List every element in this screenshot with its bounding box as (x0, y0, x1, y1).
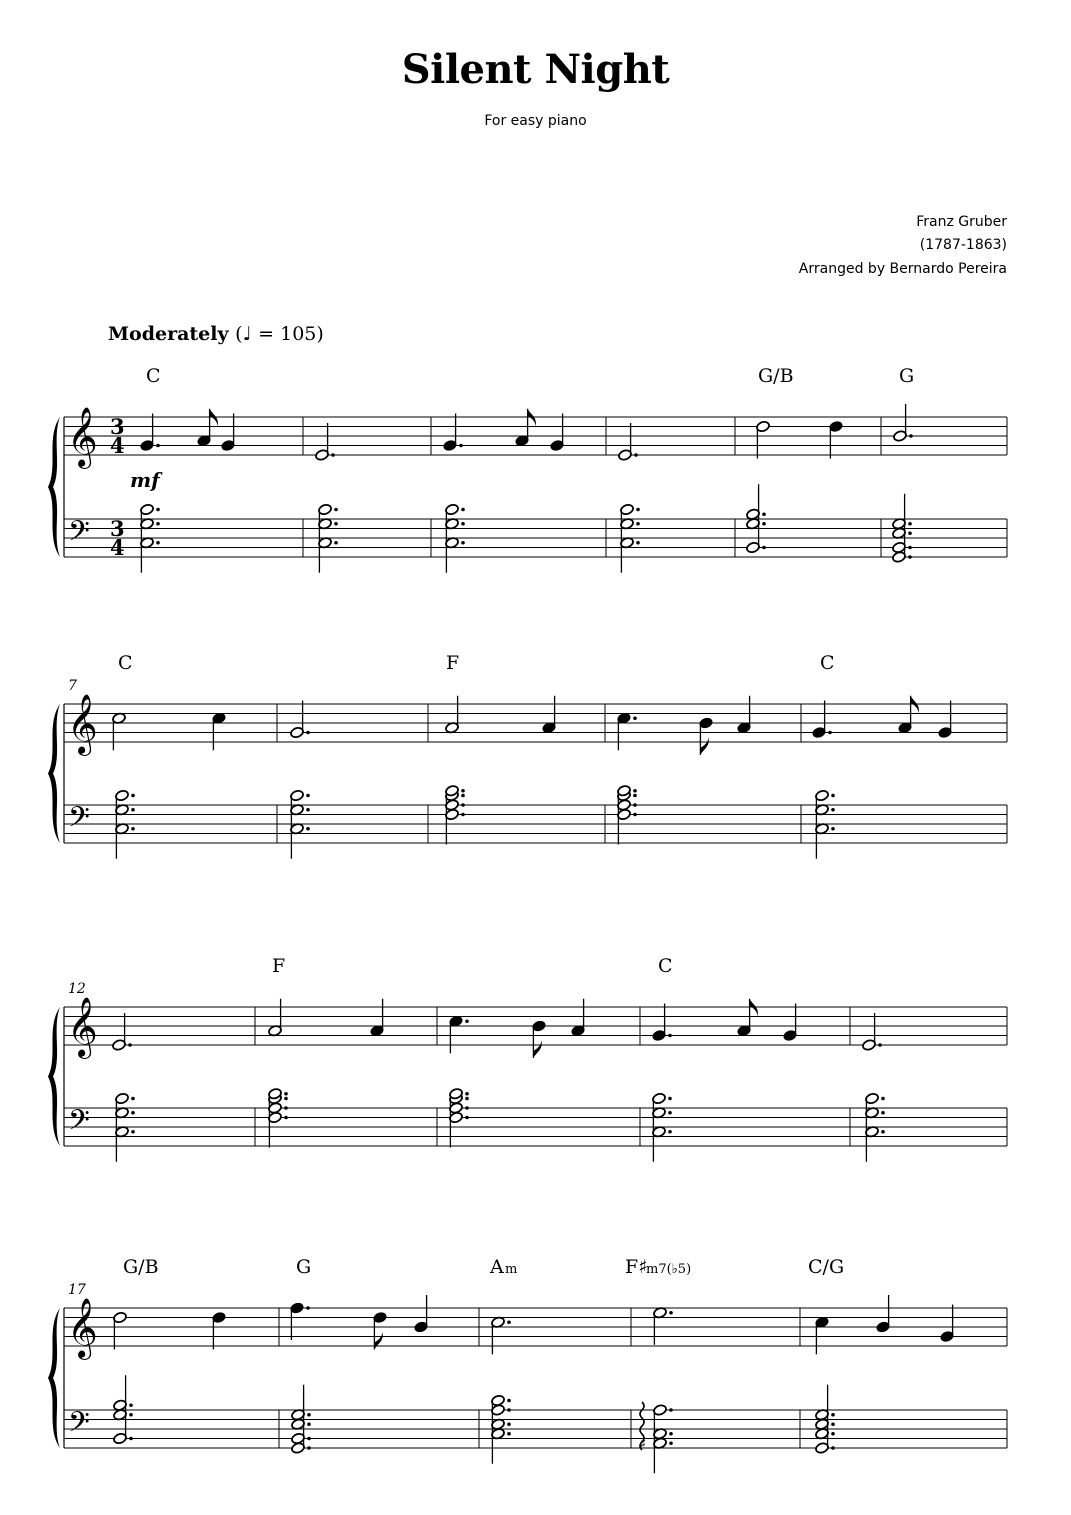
augmentation-dot (307, 1413, 311, 1417)
augmentation-dot (633, 794, 637, 798)
bass-clef-icon: 𝄢 (68, 515, 90, 555)
arranger-credit: Arranged by Bernardo Pereira (798, 261, 1007, 277)
augmentation-dot (131, 1130, 135, 1134)
augmentation-dot (461, 789, 465, 793)
bass-clef-icon: 𝄢 (68, 1406, 90, 1446)
note-flag (210, 409, 218, 427)
augmentation-dot (633, 716, 637, 720)
augmentation-dot (762, 512, 766, 516)
augmentation-dot (636, 541, 640, 545)
tempo-text: Moderately (108, 323, 229, 345)
system-brace (48, 704, 60, 843)
measure-number: 17 (68, 1282, 86, 1298)
augmentation-dot (878, 1043, 882, 1047)
dynamic-marking: mf (130, 468, 160, 492)
augmentation-dot (129, 1403, 133, 1407)
chord-quality: m7(♭5) (646, 1262, 692, 1277)
augmentation-dot (334, 522, 338, 526)
augmentation-dot (908, 555, 912, 559)
augmentation-dot (307, 1422, 311, 1426)
chord-quality: m (505, 1262, 518, 1277)
chord-symbol: G/B (758, 365, 794, 387)
augmentation-dot (633, 813, 637, 817)
augmentation-dot (461, 508, 465, 512)
note-flag (528, 409, 536, 427)
augmentation-dot (465, 1106, 469, 1110)
treble-clef-icon: 𝄞 (67, 407, 98, 467)
note-flag (700, 737, 708, 755)
chord-symbol: G/B (123, 1256, 159, 1278)
augmentation-dot (461, 813, 465, 817)
composer-dates: (1787-1863) (919, 237, 1007, 253)
augmentation-dot (636, 522, 640, 526)
augmentation-dot (669, 1311, 673, 1315)
treble-clef-icon: 𝄞 (67, 997, 98, 1057)
augmentation-dot (831, 808, 835, 812)
augmentation-dot (669, 1408, 673, 1412)
augmentation-dot (831, 1413, 835, 1417)
measure-number: 7 (68, 678, 77, 694)
augmentation-dot (831, 1446, 835, 1450)
composer-name: Franz Gruber (916, 214, 1007, 230)
augmentation-dot (284, 1116, 288, 1120)
augmentation-dot (129, 1413, 133, 1417)
augmentation-dot (465, 1019, 469, 1023)
augmentation-dot (465, 1092, 469, 1096)
augmentation-dot (633, 803, 637, 807)
augmentation-dot (306, 731, 310, 735)
measure-number: 12 (68, 981, 86, 997)
augmentation-dot (831, 1432, 835, 1436)
augmentation-dot (465, 1116, 469, 1120)
bass-clef-icon: 𝄢 (68, 801, 90, 841)
chord-symbol: C (118, 652, 133, 674)
quarter-note-icon: ♩ (242, 323, 252, 345)
augmentation-dot (461, 803, 465, 807)
augmentation-dot (459, 444, 463, 448)
augmentation-dot (284, 1097, 288, 1101)
augmentation-dot (762, 522, 766, 526)
augmentation-dot (668, 1097, 672, 1101)
time-signature-bottom: 4 (110, 535, 125, 560)
augmentation-dot (831, 1422, 835, 1426)
augmentation-dot (306, 827, 310, 831)
system-2 (48, 694, 1007, 859)
system-brace (48, 1308, 60, 1448)
augmentation-dot (465, 1097, 469, 1101)
augmentation-dot (507, 1408, 511, 1412)
augmentation-dot (131, 794, 135, 798)
augmentation-dot (307, 1437, 311, 1441)
augmentation-dot (668, 1111, 672, 1115)
augmentation-dot (831, 827, 835, 831)
augmentation-dot (461, 522, 465, 526)
augmentation-dot (284, 1092, 288, 1096)
augmentation-dot (507, 1422, 511, 1426)
augmentation-dot (881, 1111, 885, 1115)
augmentation-dot (334, 508, 338, 512)
augmentation-dot (634, 453, 638, 457)
augmentation-dot (668, 1034, 672, 1038)
system-brace (48, 417, 60, 557)
augmentation-dot (156, 522, 160, 526)
augmentation-dot (306, 1306, 310, 1310)
augmentation-dot (131, 1111, 135, 1115)
augmentation-dot (306, 794, 310, 798)
augmentation-dot (284, 1106, 288, 1110)
chord-symbol: F♯ (625, 1256, 648, 1278)
tempo-paren-close: ) (316, 323, 324, 345)
time-signature-bottom: 4 (110, 433, 125, 458)
augmentation-dot (307, 1446, 311, 1450)
augmentation-dot (669, 1432, 673, 1436)
time-signature-top: 3 (110, 516, 125, 541)
augmentation-dot (334, 541, 338, 545)
chord-symbol: C (820, 652, 835, 674)
note-flag (911, 696, 919, 714)
augmentation-dot (331, 453, 335, 457)
augmentation-dot (507, 1432, 511, 1436)
augmentation-dot (131, 1097, 135, 1101)
tempo-bpm: = 105 (258, 323, 317, 345)
chord-symbol: G (899, 365, 915, 387)
chord-symbol: F (272, 955, 286, 977)
system-3 (48, 997, 1007, 1162)
augmentation-dot (881, 1130, 885, 1134)
system-brace (48, 1007, 60, 1146)
system-4 (48, 1295, 1007, 1473)
augmentation-dot (636, 508, 640, 512)
chord-symbol: C (658, 955, 673, 977)
chord-symbol: F (446, 652, 460, 674)
page-title: Silent Night (401, 46, 670, 93)
time-signature-top: 3 (110, 414, 125, 439)
augmentation-dot (461, 541, 465, 545)
augmentation-dot (156, 444, 160, 448)
augmentation-dot (762, 546, 766, 550)
treble-clef-icon: 𝄞 (67, 694, 98, 754)
note-flag (750, 999, 758, 1017)
augmentation-dot (128, 1043, 132, 1047)
note-flag (533, 1040, 541, 1058)
augmentation-dot (131, 827, 135, 831)
chord-symbol: C/G (808, 1256, 845, 1278)
page-subtitle: For easy piano (484, 113, 587, 129)
augmentation-dot (131, 808, 135, 812)
augmentation-dot (909, 434, 913, 438)
augmentation-dot (507, 1399, 511, 1403)
chord-symbol: G (296, 1256, 312, 1278)
augmentation-dot (908, 522, 912, 526)
augmentation-dot (156, 541, 160, 545)
augmentation-dot (129, 1437, 133, 1441)
augmentation-dot (908, 546, 912, 550)
chord-symbol: C (146, 365, 161, 387)
augmentation-dot (306, 808, 310, 812)
system-1 (48, 404, 1007, 573)
augmentation-dot (831, 794, 835, 798)
sharp-icon: ♯ (639, 1436, 646, 1453)
augmentation-dot (633, 789, 637, 793)
augmentation-dot (668, 1130, 672, 1134)
augmentation-dot (828, 731, 832, 735)
augmentation-dot (461, 794, 465, 798)
tempo-paren-open: ( (235, 323, 243, 345)
augmentation-dot (908, 531, 912, 535)
bass-clef-icon: 𝄢 (68, 1104, 90, 1144)
note-flag (374, 1332, 382, 1350)
augmentation-dot (881, 1097, 885, 1101)
augmentation-dot (669, 1441, 673, 1445)
augmentation-dot (156, 508, 160, 512)
treble-clef-icon: 𝄞 (67, 1298, 98, 1358)
augmentation-dot (507, 1320, 511, 1324)
chord-symbol: A (490, 1256, 504, 1278)
